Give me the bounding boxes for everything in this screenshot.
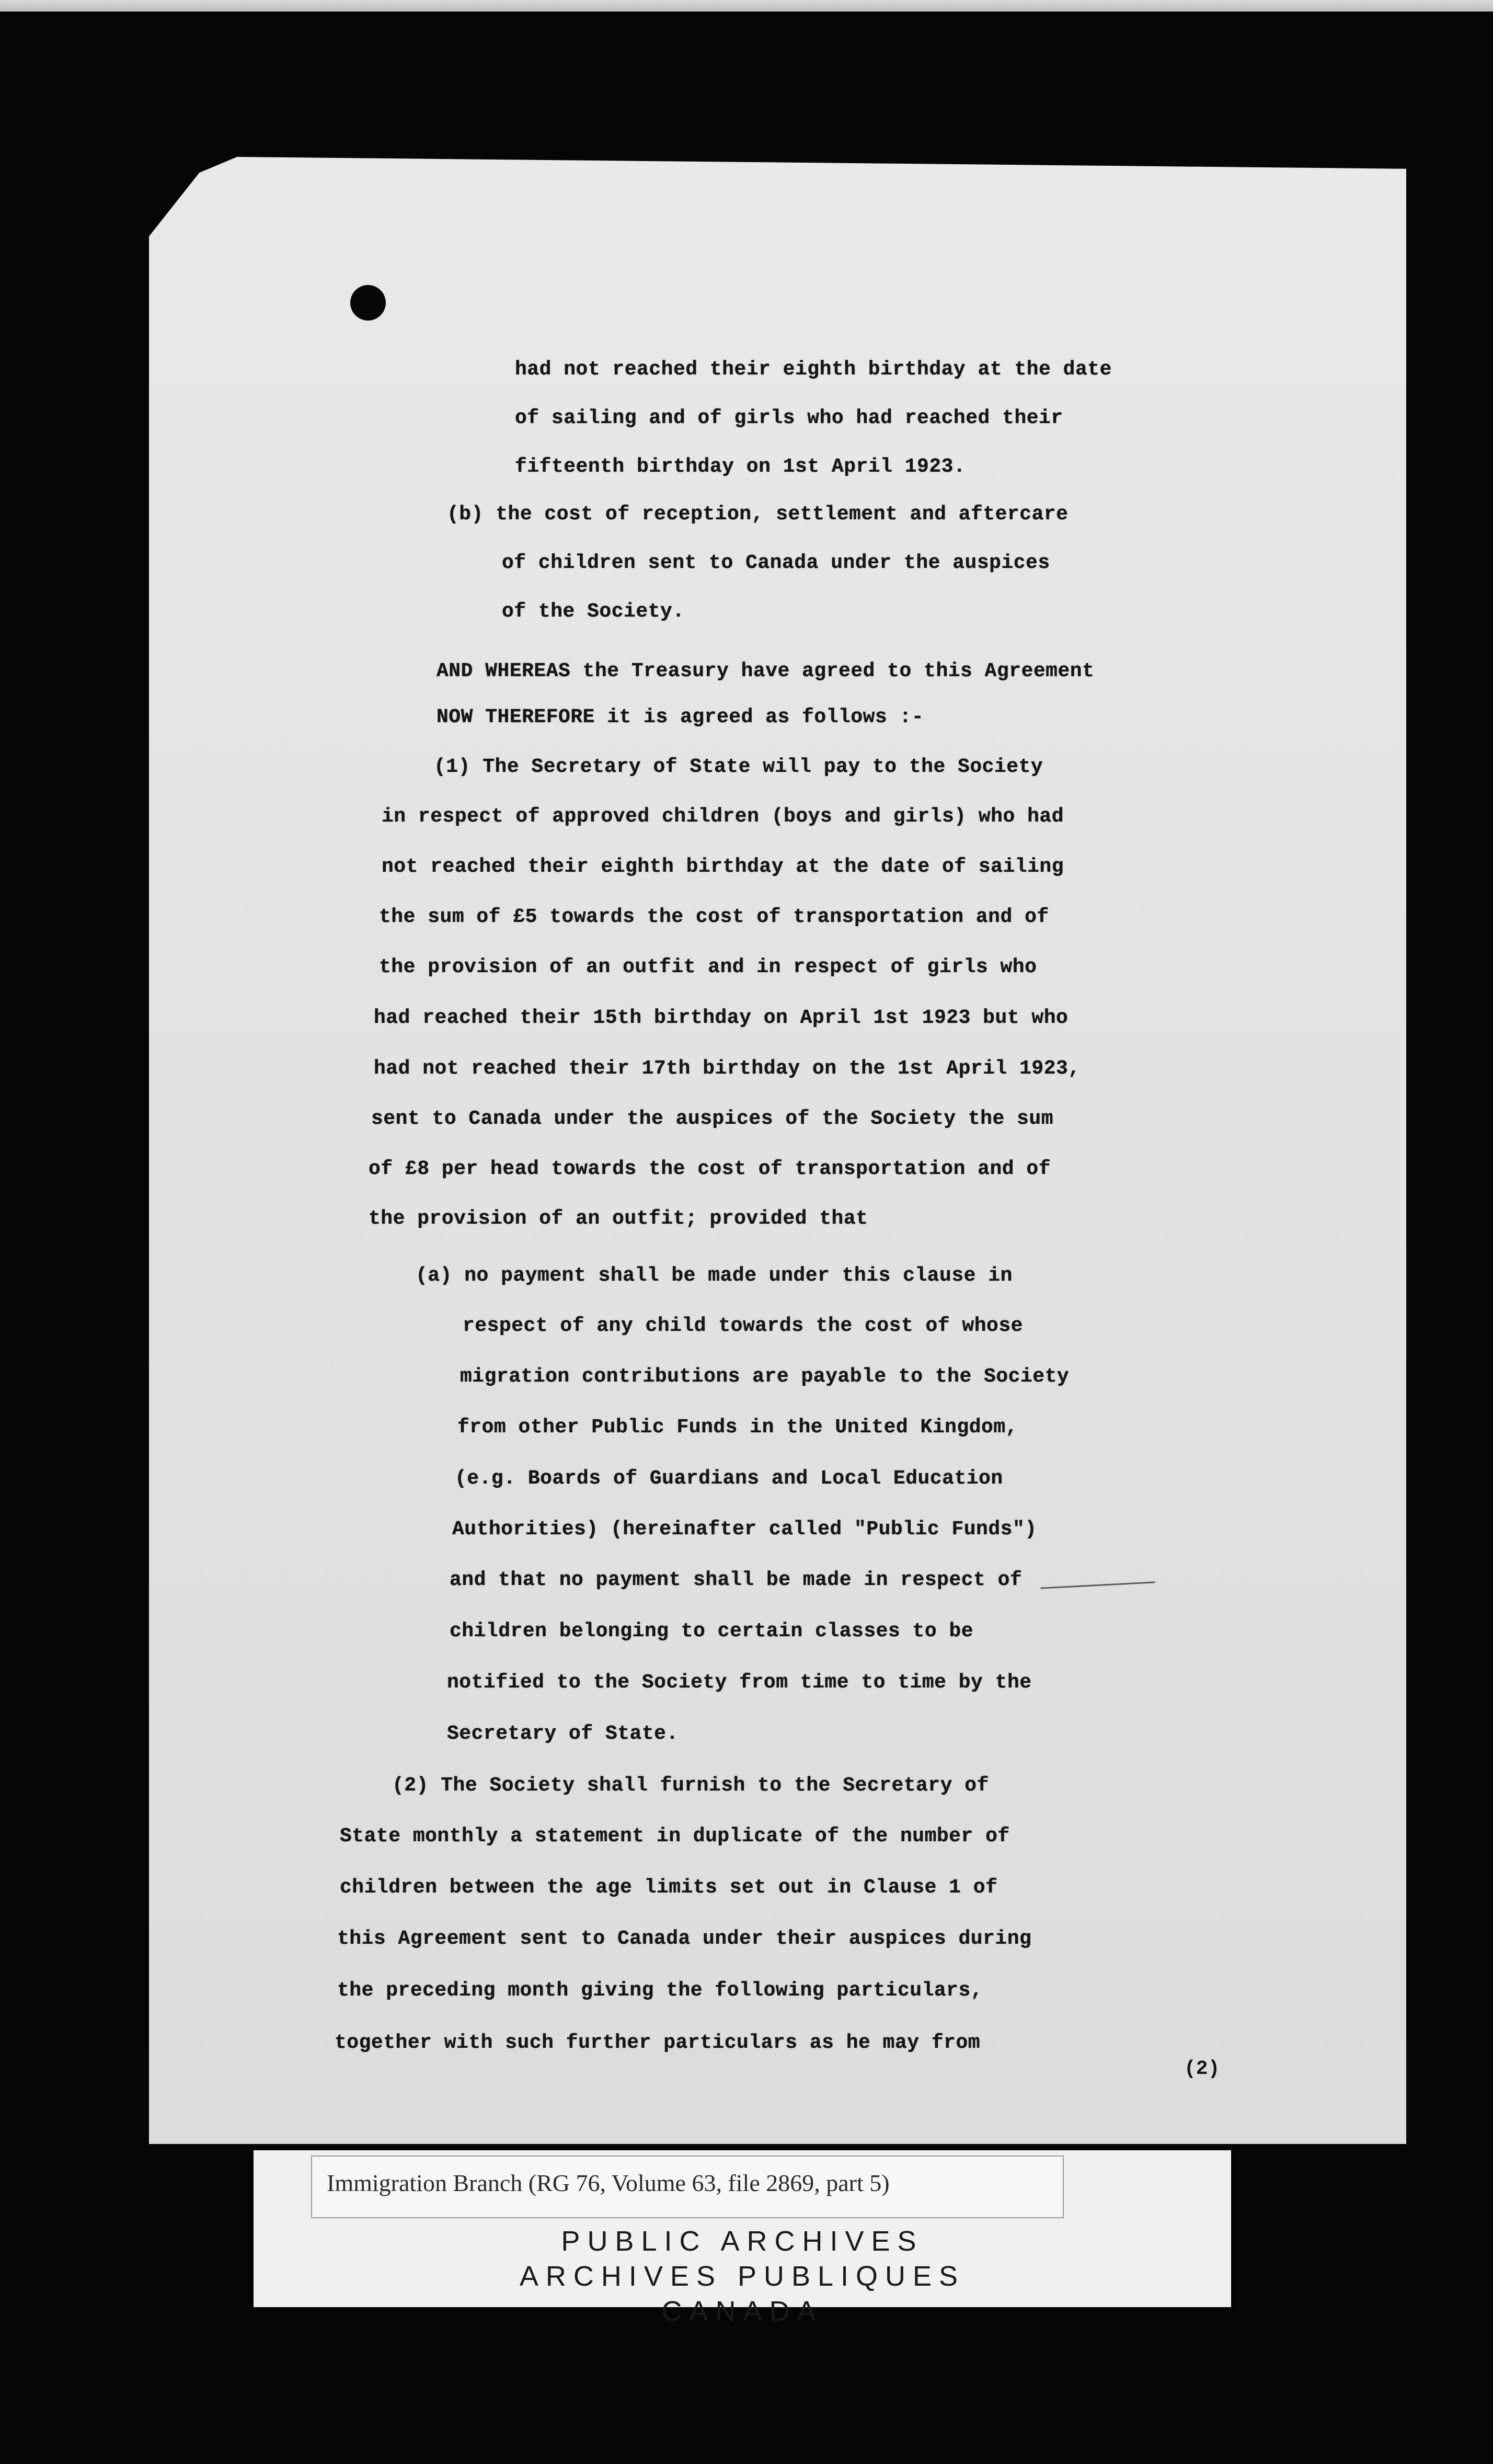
citation-text: Immigration Branch (RG 76, Volume 63, file 2869, part 5) (327, 2170, 890, 2196)
text-line: Secretary of State. (447, 1722, 679, 1745)
text-line: this Agreement sent to Canada under their auspices during (337, 1927, 1032, 1950)
text-line: children belonging to certain classes to be (450, 1620, 974, 1642)
text-line: AND WHEREAS the Treasury have agreed to this Agreement (437, 660, 1095, 682)
text-line: had not reached their eighth birthday at the date (515, 358, 1112, 381)
text-line: sent to Canada under the auspices of the Society the sum (371, 1108, 1054, 1130)
text-line: the preceding month giving the following particulars, (337, 1979, 983, 2002)
citation-box (311, 2155, 1064, 2218)
text-line: the sum of £5 towards the cost of transportation and of (379, 906, 1049, 928)
archive-line-3: CANADA (661, 2296, 823, 2327)
text-line: the provision of an outfit and in respect of girls who (379, 956, 1037, 978)
text-line: fifteenth birthday on 1st April 1923. (515, 455, 966, 478)
text-line: had reached their 15th birthday on April 1st 1923 but who (374, 1007, 1069, 1029)
archive-line-2: ARCHIVES PUBLIQUES (519, 2261, 966, 2292)
text-line: (e.g. Boards of Guardians and Local Education (455, 1467, 1003, 1490)
text-line: of £8 per head towards the cost of transportation and of (369, 1158, 1051, 1180)
text-line: migration contributions are payable to the Society (460, 1365, 1070, 1388)
text-line: children between the age limits set out in Clause 1 of (340, 1876, 998, 1899)
text-line: had not reached their 17th birthday on the 1st April 1923, (374, 1057, 1081, 1080)
text-line: of the Society. (502, 600, 685, 623)
text-line: together with such further particulars as he may from (335, 2032, 981, 2054)
text-line: not reached their eighth birthday at the date of sailing (382, 855, 1064, 878)
punch-hole (350, 285, 386, 321)
text-line: respect of any child towards the cost of whose (463, 1315, 1023, 1337)
text-line: State monthly a statement in duplicate of the number of (340, 1825, 1010, 1847)
text-line: from other Public Funds in the United Kingdom, (457, 1416, 1018, 1439)
text-line: in respect of approved children (boys and girls) who had (382, 805, 1064, 828)
page-number: (2) (1184, 2058, 1220, 2080)
archive-line-1: PUBLIC ARCHIVES (561, 2226, 924, 2257)
text-line: of sailing and of girls who had reached their (515, 407, 1063, 429)
text-line: (2) The Society shall furnish to the Secretary of (392, 1774, 989, 1797)
text-line: (a) no payment shall be made under this clause in (416, 1264, 1013, 1287)
text-line: of children sent to Canada under the auspices (502, 552, 1050, 574)
text-line: NOW THEREFORE it is agreed as follows :- (437, 706, 924, 728)
text-line: notified to the Society from time to time by the (447, 1671, 1032, 1694)
text-line: (b) the cost of reception, settlement and aftercare (447, 503, 1069, 526)
text-line: and that no payment shall be made in respect of (450, 1569, 1023, 1591)
text-line: the provision of an outfit; provided that (369, 1207, 868, 1230)
scan-edge (0, 0, 1493, 12)
text-line: (1) The Secretary of State will pay to the Society (434, 756, 1043, 778)
text-line: Authorities) (hereinafter called "Public Funds") (452, 1518, 1037, 1541)
